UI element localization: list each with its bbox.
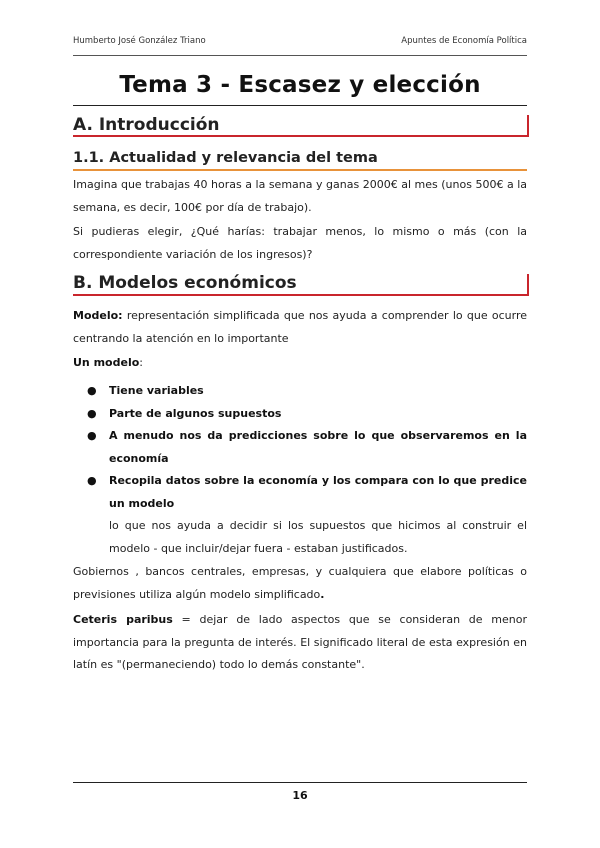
list-item-text: Parte de algunos supuestos	[109, 406, 282, 420]
bullet-icon: ●	[87, 384, 97, 397]
header-divider	[73, 55, 527, 56]
list-item-text: A menudo nos da predicciones sobre lo que observaremos en la economía	[109, 429, 527, 465]
definition-ceteris-paribus: = dejar de lado aspectos que se consideran de menor importancia para la pregunta de interés. El significado literal de esta expresión en latín es "(permaneciendo) todo lo demás constante".	[73, 613, 527, 671]
model-features-list	[73, 380, 527, 560]
title-divider	[73, 105, 527, 106]
section-heading-bar-end	[527, 115, 529, 135]
paragraph-ceteris-paribus	[73, 609, 527, 677]
paragraph-gobiernos	[73, 561, 527, 606]
term-ceteris-paribus: Ceteris paribus	[73, 613, 173, 626]
bullet-icon: ●	[87, 429, 97, 442]
un-modelo-colon: :	[139, 356, 143, 369]
section-heading-bar	[73, 294, 529, 296]
section-heading-modelos: B. Modelos económicos	[73, 273, 297, 293]
page-number: 16	[292, 789, 308, 802]
paragraph-si-pudieras: Si pudieras elegir, ¿Qué harías: trabajar menos, lo mismo o más (con la correspondiente variación de los ingresos)?	[73, 225, 527, 261]
footer-divider	[73, 782, 527, 783]
bullet-icon: ●	[87, 406, 97, 420]
term-un-modelo: Un modelo	[73, 356, 140, 369]
subsection-heading-bar	[73, 169, 527, 171]
gobiernos-text: Gobiernos , bancos centrales, empresas, y cualquiera que elabore políticas o previsiones utiliza algún modelo simplificado	[73, 565, 527, 601]
term-modelo: Modelo:	[73, 309, 123, 322]
list-item	[73, 470, 527, 560]
section-heading-bar	[73, 135, 529, 137]
gobiernos-period: .	[320, 587, 325, 601]
header-author: Humberto José González Triano	[73, 36, 206, 46]
list-item-text: Tiene variables	[109, 384, 204, 397]
list-item	[73, 425, 527, 470]
section-heading-bar-end	[527, 274, 529, 294]
page-title: Tema 3 - Escasez y elección	[119, 72, 481, 98]
header-subject: Apuntes de Economía Política	[401, 36, 527, 46]
paragraph-modelo-definition	[73, 305, 527, 350]
list-item	[73, 380, 527, 403]
list-item	[73, 403, 527, 426]
page-header	[73, 36, 527, 54]
definition-modelo: representación simplificada que nos ayuda a comprender lo que ocurre centrando la atención en lo importante	[73, 309, 527, 345]
section-heading-introduccion: A. Introducción	[73, 115, 220, 135]
paragraph-imagina: Imagina que trabajas 40 horas a la semana y ganas 2000€ al mes (unos 500€ a la semana, es decir, 100€ por día de trabajo).	[73, 178, 527, 214]
list-item-continuation: lo que nos ayuda a decidir si los supuestos que hicimos al construir el modelo - que incluir/dejar fuera - estaban justificados.	[109, 519, 527, 555]
list-item-text: Recopila datos sobre la economía y los compara con lo que predice un modelo	[109, 474, 527, 510]
paragraph-un-modelo	[73, 352, 527, 375]
subsection-heading-actualidad: 1.1. Actualidad y relevancia del tema	[73, 150, 378, 166]
bullet-icon: ●	[87, 474, 97, 487]
